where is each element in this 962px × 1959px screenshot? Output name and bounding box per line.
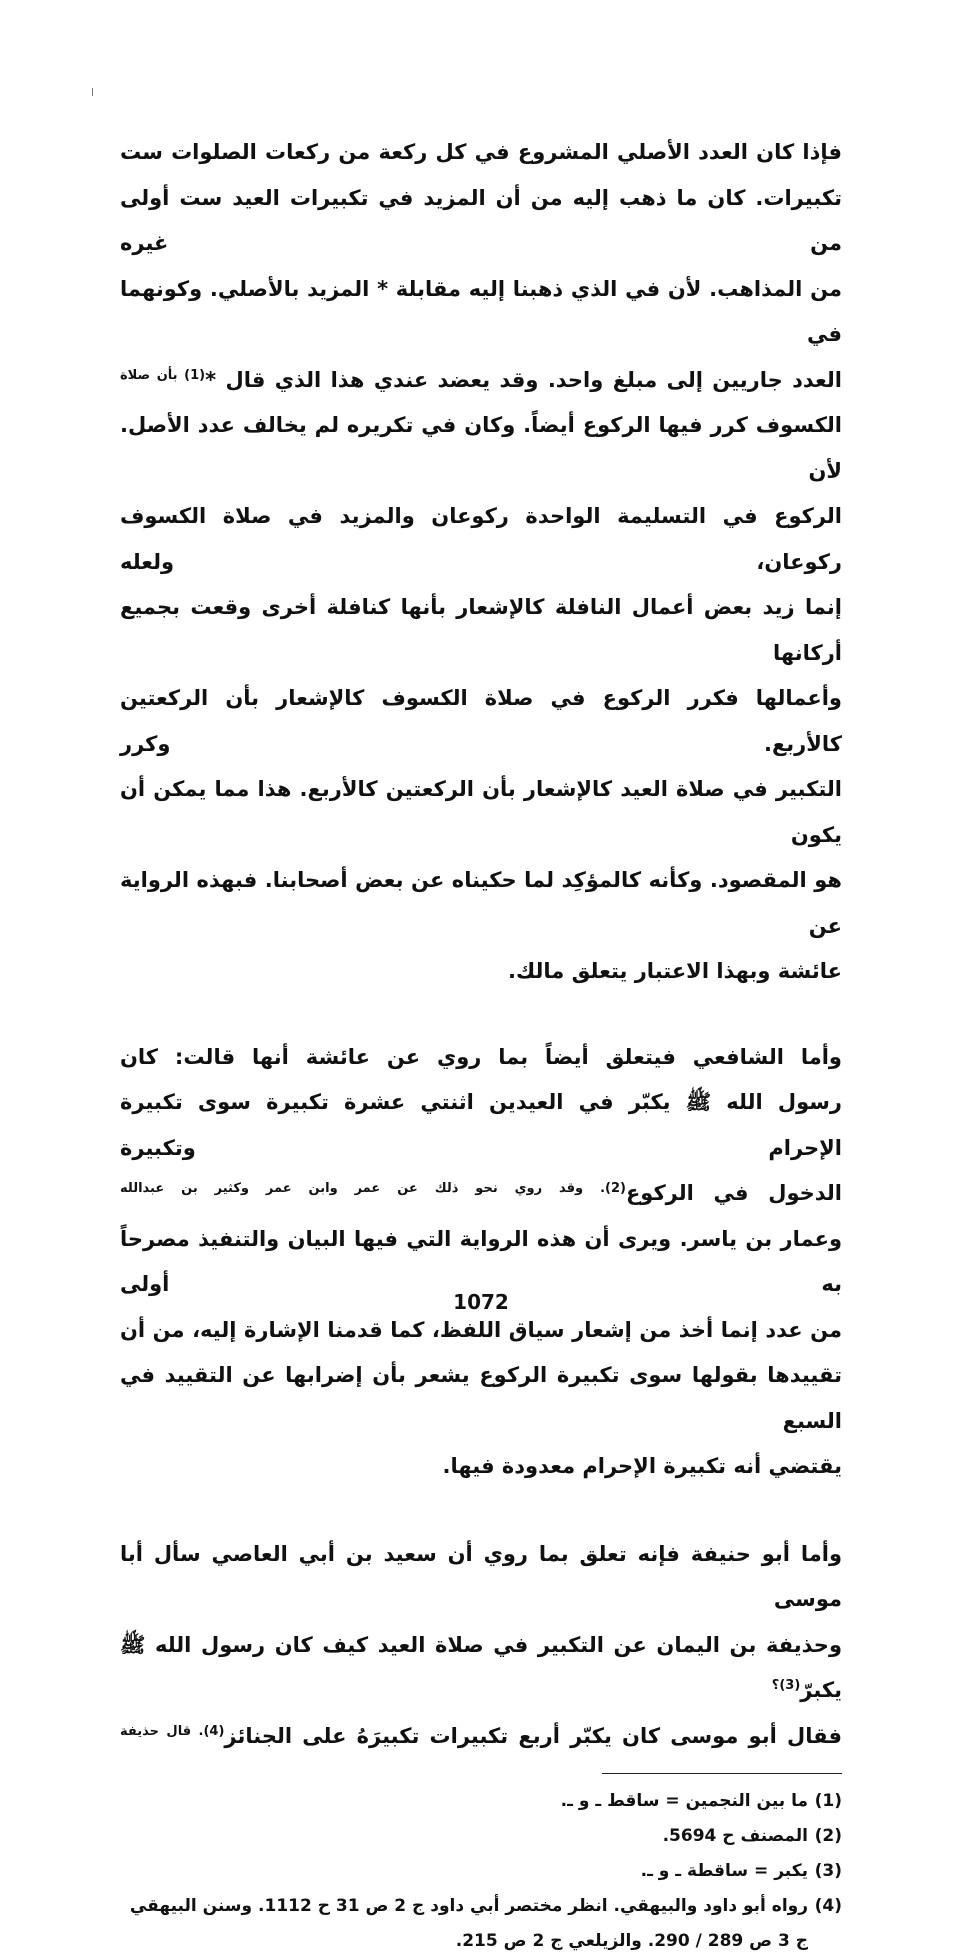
text-line: [120, 1171, 842, 1217]
text-line: [120, 358, 842, 404]
text-line: الكسوف كرر فيها الركوع أيضاً. وكان في تكريره لم يخالف عدد الأصل. لأن: [120, 413, 842, 483]
text-line: وأعمالها فكرر الركوع في صلاة الكسوف كالإشعار بأن الركعتين كالأربع. وكرر: [120, 686, 842, 756]
footnote-text: يكبر = ساقطة ـ و ـ.: [640, 1861, 808, 1881]
footnote-text: المصنف ح 5694.: [662, 1826, 808, 1846]
text-line: وأما أبو حنيفة فإنه تعلق بما روي أن سعيد بن أبي العاصي سأل أبا موسى: [120, 1541, 842, 1611]
footnote-ref: (1) بأن صلاة: [120, 367, 206, 383]
text-line: وعمار بن ياسر. ويرى أن هذه الرواية التي فيها البيان والتنفيذ مصرحاً به أولى: [120, 1226, 842, 1296]
paragraph-1: [120, 130, 842, 995]
footnote: [120, 1854, 842, 1889]
page-number: 1072: [453, 1290, 509, 1314]
text-line: [120, 1623, 842, 1714]
footnote-number: (2): [814, 1826, 842, 1846]
footnote-number: (4): [814, 1896, 842, 1916]
text-line: يقتضي أنه تكبيرة الإحرام معدودة فيها.: [442, 1454, 842, 1478]
text-segment: الدخول في الركوع: [625, 1181, 842, 1205]
footnote-divider: [602, 1773, 842, 1774]
footnote-text: ما بين النجمين = ساقط ـ و ـ.: [560, 1791, 808, 1811]
text-line: وأما الشافعي فيتعلق أيضاً بما روي عن عائشة أنها قالت: كان: [120, 1044, 842, 1069]
text-line: من المذاهب. لأن في الذي ذهبنا إليه مقابلة * المزيد بالأصلي. وكونهما في: [120, 276, 842, 346]
footnote-text: رواه أبو داود والبيهقي. انظر مختصر أبي داود ج 2 ص 31 ح 1112. وسنن البيهقي: [129, 1896, 808, 1916]
text-line: رسول الله ﷺ يكبّر في العيدين اثنتي عشرة تكبيرة سوى تكبيرة الإحرام وتكبيرة: [120, 1090, 842, 1160]
footnote-ref: (3)؟: [771, 1678, 801, 1693]
text-segment: وحذيفة بن اليمان عن التكبير في صلاة العيد كيف كان رسول الله ﷺ يكبرّ: [120, 1632, 842, 1702]
text-line: عائشة وبهذا الاعتبار يتعلق مالك.: [507, 959, 842, 983]
paragraph-3: [120, 1532, 842, 1760]
text-line: الركوع في التسليمة الواحدة ركوعان والمزيد في صلاة الكسوف ركوعان، ولعله: [120, 504, 842, 574]
footnote: [120, 1889, 842, 1959]
footnotes: [120, 1784, 842, 1959]
footnote-number: (1): [814, 1791, 842, 1811]
text-line: هو المقصود. وكأنه كالمؤكِد لما حكيناه عن بعض أصحابنا. فبهذه الرواية عن: [120, 868, 842, 938]
footnote-ref: (4). قال حذيفة: [120, 1723, 225, 1739]
paragraph-2: [120, 1035, 842, 1490]
page-body: [120, 130, 842, 1959]
scan-mark: [92, 88, 93, 96]
text-line: [120, 1714, 842, 1760]
text-line: التكبير في صلاة العيد كالإشعار بأن الركعتين كالأربع. هذا مما يمكن أن يكون: [120, 777, 842, 847]
text-line: إنما زيد بعض أعمال النافلة كالإشعار بأنها كنافلة أخرى وقعت بجميع أركانها: [120, 595, 842, 665]
text-segment: العدد جاريين إلى مبلغ واحد. وقد يعضد عندي هذا الذي قال *: [205, 367, 842, 392]
footnote: [120, 1784, 842, 1819]
text-line: فإذا كان العدد الأصلي المشروع في كل ركعة من ركعات الصلوات ست: [120, 140, 842, 164]
text-line: تقييدها بقولها سوى تكبيرة الركوع يشعر بأن إضرابها عن التقييد في السبع: [120, 1363, 842, 1433]
text-segment: فقال أبو موسى كان يكبّر أربع تكبيرات تكبيرَهُ على الجنائز: [224, 1723, 842, 1748]
footnote-number: (3): [814, 1861, 842, 1881]
text-line: تكبيرات. كان ما ذهب إليه من أن المزيد في تكبيرات العيد ست أولى من غيره: [120, 185, 842, 255]
footnote-ref: (2). وقد روي نحو ذلك عن عمر وابن عمر وكثير بن عبدالله: [120, 1181, 626, 1196]
text-line: من عدد إنما أخذ من إشعار سياق اللفظ، كما قدمنا الإشارة إليه، من أن: [120, 1317, 842, 1342]
footnote: [120, 1819, 842, 1854]
footnote-text-continued: ج 3 ص 289 / 290. والزيلعي ج 2 ص 215.: [455, 1931, 808, 1951]
